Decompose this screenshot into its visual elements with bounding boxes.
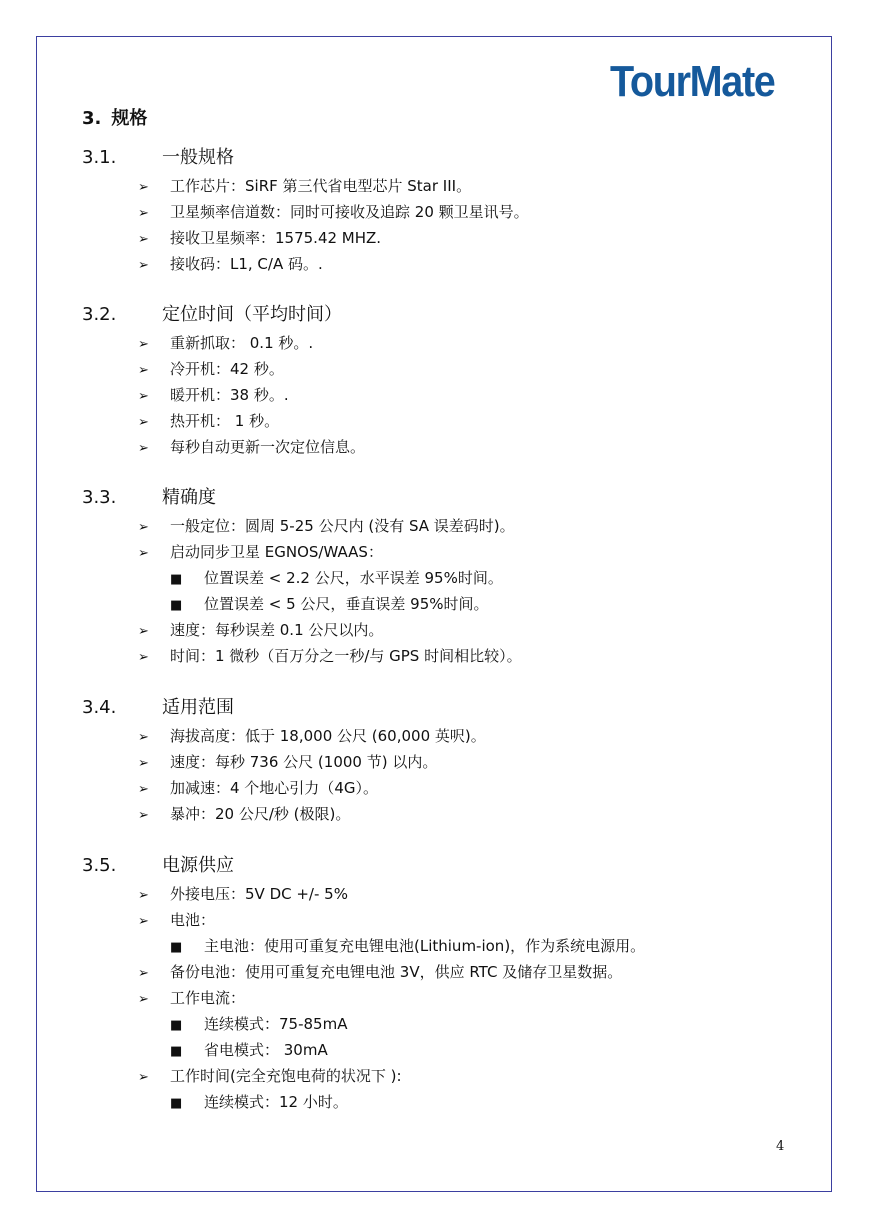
section-number: 3.2. [82, 304, 117, 325]
list-item [138, 333, 313, 355]
arrow-bullet-icon: ➢ [138, 206, 149, 221]
list-item-text: 位置误差 < 2.2 公尺，水平误差 95%时间。 [204, 569, 503, 587]
list-item-text: 重新抓取： 0.1 秒。. [170, 334, 314, 352]
list-item [138, 962, 622, 984]
list-item [138, 385, 289, 407]
list-item [138, 542, 383, 564]
list-item-text: 接收卫星频率：1575.42 MHZ. [170, 229, 382, 247]
section-number: 3.5. [82, 855, 117, 876]
list-item-text: 接收码：L1, C/A 码。. [170, 255, 323, 273]
list-item-text: 一般定位：圆周 5-25 公尺内 (没有 SA 误差码时)。 [170, 517, 515, 535]
arrow-bullet-icon: ➢ [138, 1070, 149, 1085]
list-item-text: 备份电池：使用可重复充电锂电池 3V，供应 RTC 及储存卫星数据。 [170, 963, 623, 981]
list-item-text: 海拔高度：低于 18,000 公尺 (60,000 英呎)。 [170, 727, 486, 745]
list-item [138, 1066, 402, 1088]
arrow-bullet-icon: ➢ [138, 756, 149, 771]
list-item-text: 连续模式：75-85mA [204, 1015, 348, 1033]
square-bullet-icon: ■ [170, 598, 183, 613]
sub-list-item [170, 936, 645, 958]
arrow-bullet-icon: ➢ [138, 441, 149, 456]
chapter-heading [82, 108, 147, 130]
list-item-text: 启动同步卫星 EGNOS/WAAS： [170, 543, 383, 561]
tourmate-logo: TourMate [610, 57, 775, 106]
arrow-bullet-icon: ➢ [138, 337, 149, 352]
square-bullet-icon: ■ [170, 1044, 183, 1059]
list-item [138, 359, 284, 381]
square-bullet-icon: ■ [170, 940, 183, 955]
list-item-text: 主电池：使用可重复充电锂电池(Lithium-ion)，作为系统电源用。 [204, 937, 646, 955]
section-title: 一般规格 [162, 147, 234, 168]
list-item-text: 工作芯片：SiRF 第三代省电型芯片 Star III。 [170, 177, 472, 195]
list-item-text: 外接电压：5V DC +/- 5% [170, 885, 348, 903]
list-item [138, 516, 515, 538]
arrow-bullet-icon: ➢ [138, 782, 149, 797]
section-title: 精确度 [162, 487, 216, 508]
sub-list-item [170, 1092, 348, 1114]
section-number: 3.3. [82, 487, 117, 508]
square-bullet-icon: ■ [170, 1018, 183, 1033]
list-item-text: 位置误差 < 5 公尺，垂直误差 95%时间。 [204, 595, 489, 613]
arrow-bullet-icon: ➢ [138, 232, 149, 247]
arrow-bullet-icon: ➢ [138, 389, 149, 404]
section-number: 3.4. [82, 697, 117, 718]
list-item-text: 电池： [170, 911, 216, 929]
list-item-text: 冷开机：42 秒。 [170, 360, 284, 378]
list-item-text: 每秒自动更新一次定位信息。 [170, 438, 366, 456]
list-item-text: 暴冲：20 公尺/秒 (极限)。 [170, 805, 351, 823]
list-item [138, 752, 437, 774]
list-item [138, 254, 323, 276]
arrow-bullet-icon: ➢ [138, 520, 149, 535]
sub-list-item [170, 1040, 328, 1062]
arrow-bullet-icon: ➢ [138, 363, 149, 378]
list-item-text: 连续模式：12 小时。 [204, 1093, 348, 1111]
arrow-bullet-icon: ➢ [138, 415, 149, 430]
arrow-bullet-icon: ➢ [138, 624, 149, 639]
list-item-text: 卫星频率信道数：同时可接收及追踪 20 颗卫星讯号。 [170, 203, 529, 221]
chapter-title: 规格 [111, 108, 148, 129]
list-item [138, 910, 215, 932]
section-heading [82, 855, 234, 877]
arrow-bullet-icon: ➢ [138, 914, 149, 929]
arrow-bullet-icon: ➢ [138, 650, 149, 665]
list-item [138, 988, 245, 1010]
list-item [138, 726, 486, 748]
section-title: 定位时间（平均时间） [162, 304, 342, 325]
section-heading [82, 147, 234, 169]
list-item [138, 411, 279, 433]
list-item [138, 437, 365, 459]
list-item [138, 646, 522, 668]
section-heading [82, 487, 216, 509]
sub-list-item [170, 568, 503, 590]
arrow-bullet-icon: ➢ [138, 966, 149, 981]
list-item [138, 176, 471, 198]
section-heading [82, 697, 234, 719]
list-item [138, 804, 350, 826]
arrow-bullet-icon: ➢ [138, 808, 149, 823]
arrow-bullet-icon: ➢ [138, 546, 149, 561]
list-item-text: 速度：每秒 736 公尺 (1000 节) 以内。 [170, 753, 438, 771]
sub-list-item [170, 594, 489, 616]
arrow-bullet-icon: ➢ [138, 258, 149, 273]
chapter-number: 3. [82, 108, 102, 129]
list-item-text: 省电模式： 30mA [204, 1041, 328, 1059]
list-item-text: 热开机： 1 秒。 [170, 412, 280, 430]
list-item [138, 778, 378, 800]
arrow-bullet-icon: ➢ [138, 888, 149, 903]
arrow-bullet-icon: ➢ [138, 180, 149, 195]
list-item-text: 加减速：4 个地心引力（4G）。 [170, 779, 378, 797]
list-item [138, 202, 529, 224]
arrow-bullet-icon: ➢ [138, 992, 149, 1007]
list-item-text: 工作时间(完全充饱电荷的状况下 ): [170, 1067, 402, 1085]
list-item-text: 时间：1 微秒（百万分之一秒/与 GPS 时间相比较）。 [170, 647, 522, 665]
sub-list-item [170, 1014, 347, 1036]
list-item-text: 速度：每秒误差 0.1 公尺以内。 [170, 621, 384, 639]
section-number: 3.1. [82, 147, 117, 168]
section-heading [82, 304, 342, 326]
square-bullet-icon: ■ [170, 572, 183, 587]
arrow-bullet-icon: ➢ [138, 730, 149, 745]
square-bullet-icon: ■ [170, 1096, 183, 1111]
section-title: 适用范围 [162, 697, 234, 718]
page-number: 4 [776, 1139, 785, 1154]
list-item [138, 620, 383, 642]
list-item-text: 工作电流： [170, 989, 246, 1007]
list-item [138, 228, 381, 250]
list-item [138, 884, 348, 906]
list-item-text: 暖开机：38 秒。. [170, 386, 289, 404]
section-title: 电源供应 [162, 855, 234, 876]
